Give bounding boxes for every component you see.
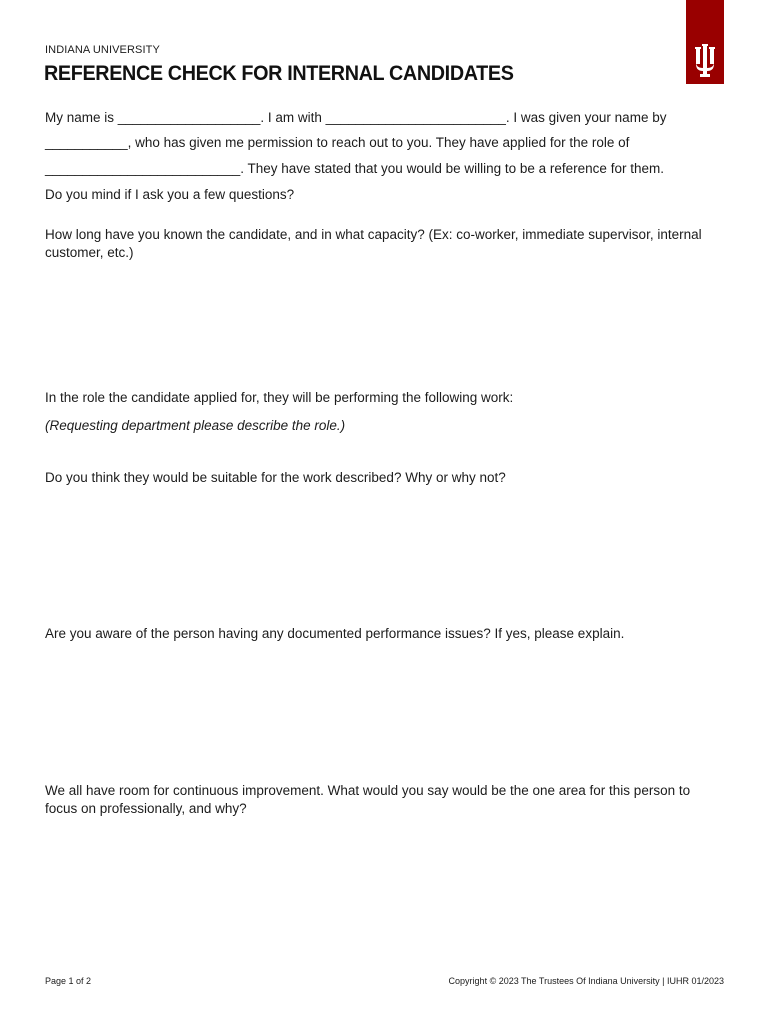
copyright-notice: Copyright © 2023 The Trustees Of Indiana University | IUHR 01/2023	[448, 976, 724, 986]
page-number: Page 1 of 2	[45, 976, 92, 986]
role-note: (Requesting department please describe the role.)	[45, 418, 346, 433]
question-performance-issues: Are you aware of the person having any documented performance issues? If yes, please explain.	[45, 626, 625, 641]
question-suitability: Do you think they would be suitable for the work described? Why or why not?	[45, 470, 506, 485]
question-improvement-area: We all have room for continuous improvement. What would you say would be the one area for this person to focus on professionally, and why?	[45, 783, 691, 816]
iu-logo	[686, 0, 724, 84]
intro-line-2: ___________, who has given me permission to reach out to you. They have applied for the role of	[45, 135, 630, 150]
document-title: REFERENCE CHECK FOR INTERNAL CANDIDATES	[44, 61, 514, 85]
intro-line-1: My name is ___________________. I am with ________________________. I was given your name by	[45, 110, 667, 125]
iu-trident-logo-icon	[693, 44, 717, 80]
intro-line-4: Do you mind if I ask you a few questions?	[45, 187, 295, 202]
question-known-capacity: How long have you known the candidate, and in what capacity? (Ex: co-worker, immediate supervisor, internal customer, etc.)	[45, 227, 702, 260]
role-statement: In the role the candidate applied for, they will be performing the following work:	[45, 390, 514, 405]
organization-name: INDIANA UNIVERSITY	[45, 44, 160, 56]
intro-line-3: __________________________. They have stated that you would be willing to be a reference for them.	[45, 161, 664, 176]
